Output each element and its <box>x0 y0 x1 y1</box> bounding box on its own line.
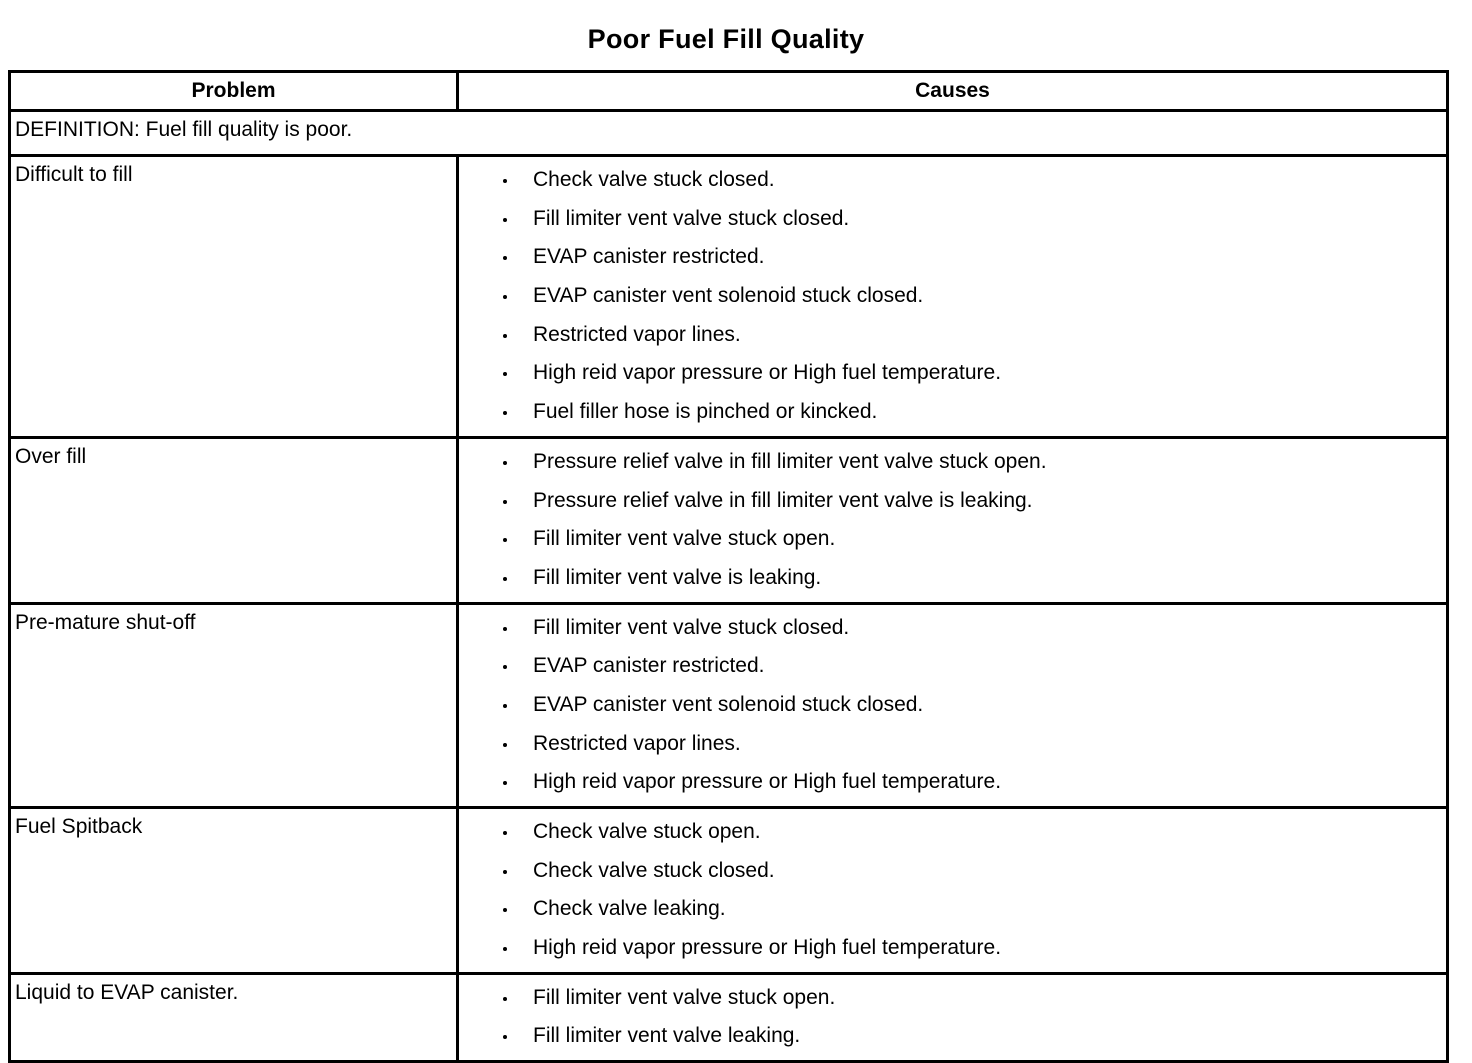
cause-list <box>459 609 1446 802</box>
table-row <box>10 973 1448 1061</box>
causes-cell <box>458 603 1448 807</box>
definition-text: DEFINITION: Fuel fill quality is poor. <box>10 111 1448 156</box>
table-row <box>10 437 1448 603</box>
cause-item: Restricted vapor lines. <box>503 725 1446 764</box>
header-row <box>10 72 1448 111</box>
cause-list <box>459 813 1446 968</box>
cause-list <box>459 979 1446 1056</box>
cause-item: High reid vapor pressure or High fuel temperature. <box>503 929 1446 968</box>
table-row <box>10 603 1448 807</box>
cause-item: Fuel filler hose is pinched or kincked. <box>503 393 1446 432</box>
cause-item: Pressure relief valve in fill limiter vent valve is leaking. <box>503 482 1446 521</box>
cause-item: Restricted vapor lines. <box>503 316 1446 355</box>
cause-item: EVAP canister vent solenoid stuck closed. <box>503 277 1446 316</box>
cause-item: Check valve leaking. <box>503 890 1446 929</box>
causes-cell <box>458 156 1448 438</box>
causes-column-header: Causes <box>458 72 1448 111</box>
cause-item: Check valve stuck closed. <box>503 161 1446 200</box>
cause-item: EVAP canister restricted. <box>503 238 1446 277</box>
problem-cell: Difficult to fill <box>10 156 458 438</box>
problem-cell: Pre-mature shut-off <box>10 603 458 807</box>
cause-list <box>459 161 1446 432</box>
table-body <box>10 111 1448 1062</box>
diagnosis-table <box>8 70 1449 1063</box>
document-title: Poor Fuel Fill Quality <box>587 24 865 54</box>
causes-cell <box>458 973 1448 1061</box>
cause-item: High reid vapor pressure or High fuel temperature. <box>503 354 1446 393</box>
problem-column-header: Problem <box>10 72 458 111</box>
cause-item: Fill limiter vent valve leaking. <box>503 1017 1446 1056</box>
cause-item: High reid vapor pressure or High fuel temperature. <box>503 763 1446 802</box>
causes-cell <box>458 437 1448 603</box>
cause-item: EVAP canister vent solenoid stuck closed. <box>503 686 1446 725</box>
cause-item: Fill limiter vent valve stuck open. <box>503 520 1446 559</box>
problem-cell: Over fill <box>10 437 458 603</box>
cause-item: Fill limiter vent valve stuck closed. <box>503 609 1446 648</box>
cause-item: Fill limiter vent valve stuck closed. <box>503 200 1446 239</box>
cause-item: Fill limiter vent valve stuck open. <box>503 979 1446 1018</box>
definition-row <box>10 111 1448 156</box>
table-row <box>10 156 1448 438</box>
cause-list <box>459 443 1446 598</box>
problem-cell: Fuel Spitback <box>10 808 458 974</box>
causes-cell <box>458 808 1448 974</box>
table-row <box>10 808 1448 974</box>
cause-item: Check valve stuck open. <box>503 813 1446 852</box>
cause-item: EVAP canister restricted. <box>503 647 1446 686</box>
cause-item: Check valve stuck closed. <box>503 852 1446 891</box>
problem-cell: Liquid to EVAP canister. <box>10 973 458 1061</box>
cause-item: Pressure relief valve in fill limiter vent valve stuck open. <box>503 443 1446 482</box>
cause-item: Fill limiter vent valve is leaking. <box>503 559 1446 598</box>
